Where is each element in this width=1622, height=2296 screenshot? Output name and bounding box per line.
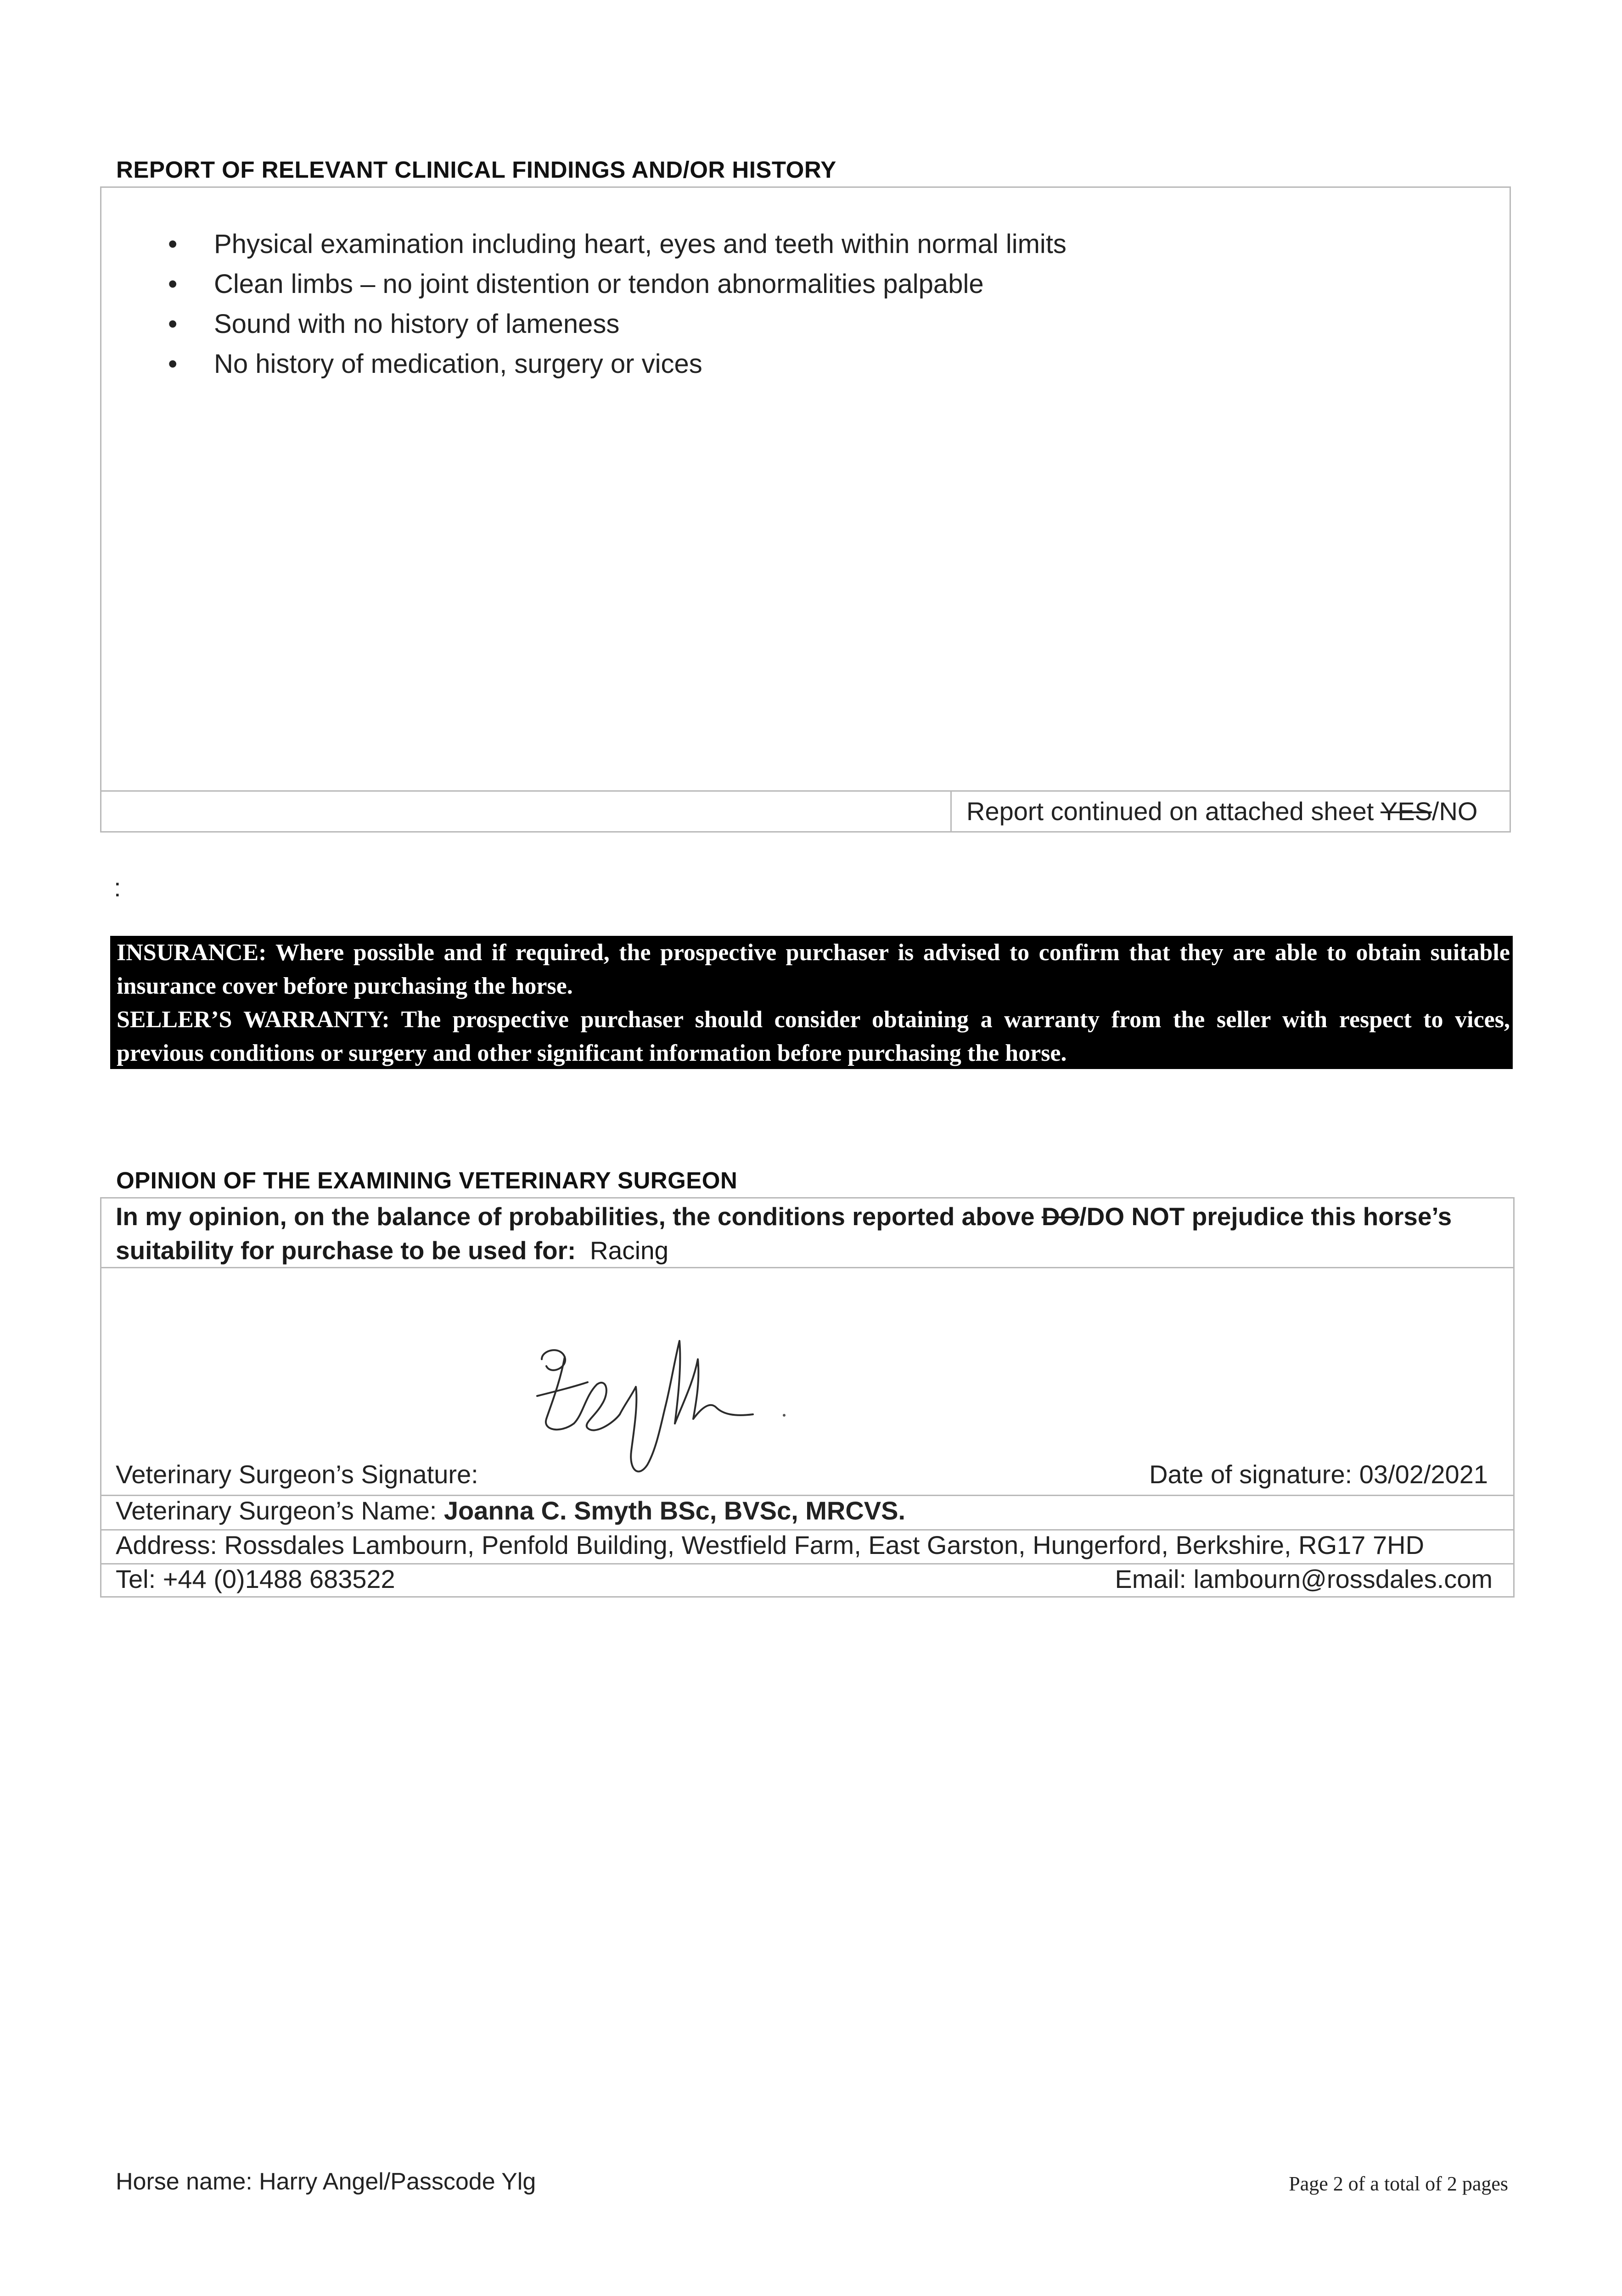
report-continued-field xyxy=(966,792,1477,831)
signature-date-label: Date of signature: xyxy=(1149,1460,1359,1489)
list-item xyxy=(168,344,1454,384)
bullet-icon: • xyxy=(168,309,178,339)
surgeon-name xyxy=(116,1496,905,1525)
list-item xyxy=(168,264,1454,304)
opinion-use-value: Racing xyxy=(589,1236,669,1265)
clinical-continued-divider xyxy=(950,790,952,833)
signature-label: Veterinary Surgeon’s Signature: xyxy=(116,1460,478,1489)
opinion-statement xyxy=(116,1199,1452,1267)
opinion-statement-pre: In my opinion, on the balance of probabilities, the conditions reported above xyxy=(116,1202,1042,1231)
footer-horse-name: Horse name: Harry Angel/Passcode Ylg xyxy=(116,2168,536,2195)
surgeon-name-label: Veterinary Surgeon’s Name: xyxy=(116,1496,444,1525)
warranty-notice: SELLER’S WARRANTY: The prospective purchaser should consider obtaining a warranty from the seller with respect to vices, previous conditions or surgery and other significant information before purchasing the horse. xyxy=(117,1007,1510,1066)
opinion-statement-line-1 xyxy=(116,1199,1452,1233)
surgeon-address: Address: Rossdales Lambourn, Penfold Building, Westfield Farm, East Garston, Hungerford, Berkshire, RG17 7HD xyxy=(116,1531,1425,1559)
stray-colon: : xyxy=(114,873,121,902)
report-continued-separator: / xyxy=(1431,797,1439,826)
surgeon-email: Email: lambourn@rossdales.com xyxy=(1115,1564,1493,1593)
clinical-findings-list xyxy=(168,224,1454,384)
insurance-warranty-notice xyxy=(110,936,1513,1069)
report-continued-no: NO xyxy=(1439,797,1478,826)
list-item xyxy=(168,304,1454,344)
surgeon-tel: Tel: +44 (0)1488 683522 xyxy=(116,1564,395,1593)
signature-date xyxy=(1149,1459,1488,1489)
opinion-statement-struck: DO xyxy=(1041,1202,1080,1231)
clinical-findings-heading: REPORT OF RELEVANT CLINICAL FINDINGS AND/OR HISTORY xyxy=(116,157,836,183)
report-continued-yes: YES xyxy=(1380,797,1432,826)
list-item xyxy=(168,224,1454,264)
surgeon-name-value: Joanna C. Smyth BSc, BVSc, MRCVS. xyxy=(443,1496,906,1525)
opinion-statement-line-2 xyxy=(116,1233,1452,1267)
report-continued-label: Report continued on attached sheet xyxy=(966,797,1381,826)
bullet-icon: • xyxy=(168,269,178,299)
insurance-notice: INSURANCE: Where possible and if required, the prospective purchaser is advised to confirm that they are able to obtain suitable insurance cover before purchasing the horse. xyxy=(117,940,1510,999)
signature-date-value: 03/02/2021 xyxy=(1359,1460,1488,1489)
finding-text: Physical examination including heart, eyes and teeth within normal limits xyxy=(214,229,1066,259)
finding-text: No history of medication, surgery or vices xyxy=(214,349,702,379)
footer-page-number: Page 2 of a total of 2 pages xyxy=(1289,2172,1508,2195)
opinion-statement-post: /DO NOT prejudice this horse’s xyxy=(1079,1202,1452,1231)
signature-drawing xyxy=(533,1332,808,1483)
opinion-heading: OPINION OF THE EXAMINING VETERINARY SURGEON xyxy=(116,1167,738,1193)
opinion-use-label: suitability for purchase to be used for: xyxy=(116,1236,576,1265)
bullet-icon: • xyxy=(168,229,178,259)
finding-text: Sound with no history of lameness xyxy=(214,309,620,339)
bullet-icon: • xyxy=(168,349,178,379)
finding-text: Clean limbs – no joint distention or tendon abnormalities palpable xyxy=(214,269,984,299)
